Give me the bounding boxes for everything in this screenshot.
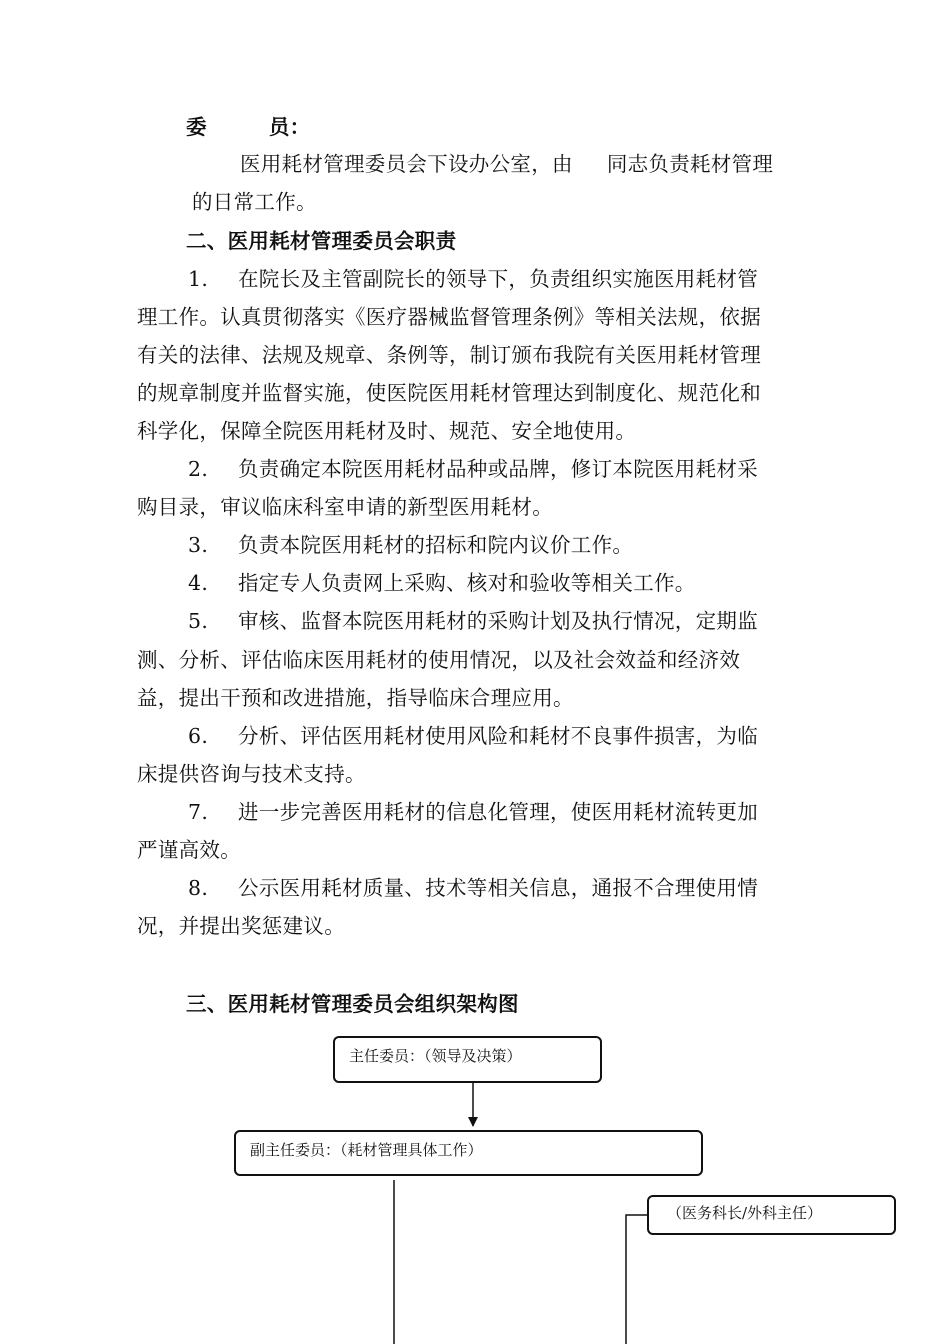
duty-item-7-line-2: 严谨高效。 (137, 838, 241, 862)
duty-item-2-number: 2. (188, 457, 209, 481)
duty-item-5-number: 5. (188, 609, 209, 633)
duty-item-3-number: 3. (188, 533, 209, 557)
duty-item-6-line-1: 6. 分析、评估医用耗材使用风险和耗材不良事件损害，为临 (188, 724, 758, 748)
duty-item-6-line-2: 床提供咨询与技术支持。 (137, 762, 366, 786)
director-label: 主任委员：（领导及决策） (349, 1047, 522, 1065)
duty-item-1-line-1: 1. 在院长及主管副院长的领导下，负责组织实施医用耗材管 (188, 267, 758, 291)
members-label-char2: 员： (268, 115, 311, 139)
duty-item-5-line-3: 益，提出干预和改进措施，指导临床合理应用。 (137, 686, 574, 710)
duty-item-3-line-1: 3. 负责本院医用耗材的招标和院内议价工作。 (188, 533, 634, 557)
duty-item-5-line-2: 测、分析、评估临床医用耗材的使用情况，以及社会效益和经济效 (137, 648, 741, 672)
duty-item-5-line-1: 5. 审核、监督本院医用耗材的采购计划及执行情况，定期监 (188, 609, 758, 633)
duty-item-4-number: 4. (188, 571, 209, 595)
medical-chief-box (647, 1195, 896, 1235)
office-line-1a: 医用耗材管理委员会下设办公室，由 (240, 152, 573, 176)
duty-item-8-line-1: 8. 公示医用耗材质量、技术等相关信息，通报不合理使用情 (188, 876, 758, 900)
duty-item-7-line-1: 7. 进一步完善医用耗材的信息化管理，使医用耗材流转更加 (188, 800, 758, 824)
duty-item-4-line-1: 4. 指定专人负责网上采购、核对和验收等相关工作。 (188, 571, 696, 595)
duty-item-2-line-1: 2. 负责确定本院医用耗材品种或品牌，修订本院医用耗材采 (188, 457, 758, 481)
members-label-char1: 委 (186, 115, 207, 139)
duty-item-8-number: 8. (188, 876, 209, 900)
duty-item-7-number: 7. (188, 800, 209, 824)
duty-item-1-line-3: 有关的法律、法规及规章、条例等，制订颁布我院有关医用耗材管理 (137, 343, 761, 367)
duty-item-1-line-2: 理工作。认真贯彻落实《医疗器械监督管理条例》等相关法规，依据 (137, 305, 761, 329)
medical-chief-label: （医务科长/外科主任） (667, 1204, 823, 1222)
org-chart-heading: 三、医用耗材管理委员会组织架构图 (186, 992, 519, 1016)
director-box (333, 1036, 602, 1083)
duties-heading: 二、医用耗材管理委员会职责 (186, 229, 457, 253)
office-line-1b: 同志负责耗材管理 (606, 152, 774, 176)
deputy-director-label: 副主任委员：（耗材管理具体工作） (250, 1141, 483, 1159)
duty-item-1-number: 1. (188, 267, 209, 291)
duty-item-6-number: 6. (188, 724, 209, 748)
medical-chief-bracket-line (626, 1215, 648, 1344)
duty-item-8-line-2: 况，并提出奖惩建议。 (137, 914, 345, 938)
duty-item-2-line-2: 购目录，审议临床科室申请的新型医用耗材。 (137, 495, 553, 519)
duty-item-1-line-4: 的规章制度并监督实施，使医院医用耗材管理达到制度化、规范化和 (137, 381, 761, 405)
office-line-2: 的日常工作。 (192, 190, 317, 214)
deputy-director-box (234, 1130, 703, 1176)
duty-item-1-line-5: 科学化，保障全院医用耗材及时、规范、安全地使用。 (137, 419, 637, 443)
